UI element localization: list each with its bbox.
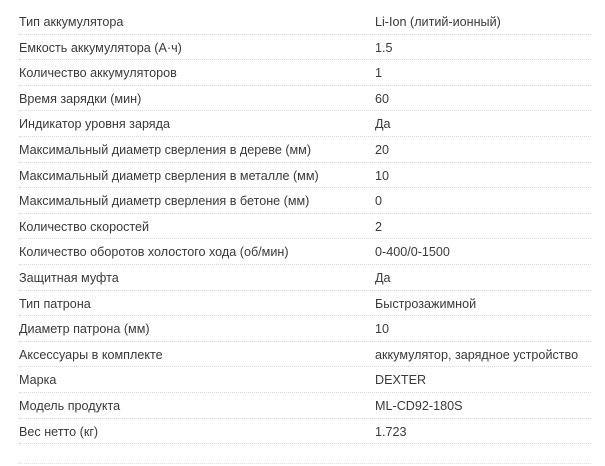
spec-value: 2 bbox=[375, 219, 383, 234]
spec-row-net-weight bbox=[19, 419, 591, 445]
spec-value: Li-Ion (литий-ионный) bbox=[375, 15, 501, 29]
spec-label: Защитная муфта bbox=[19, 270, 119, 285]
divider bbox=[19, 463, 591, 464]
spec-value: Да bbox=[375, 270, 391, 285]
spec-label: Максимальный диаметр сверления в металле (мм) bbox=[19, 168, 319, 183]
spec-label: Марка bbox=[19, 373, 57, 388]
spec-label: Количество скоростей bbox=[19, 219, 150, 234]
spec-label: Диаметр патрона (мм) bbox=[19, 322, 150, 337]
spec-value: 0-400/0-1500 bbox=[375, 245, 450, 260]
spec-label: Тип патрона bbox=[19, 296, 91, 311]
spec-row-accessories bbox=[19, 342, 591, 368]
spec-value: 1.723 bbox=[375, 424, 407, 439]
spec-label: Количество оборотов холостого хода (об/мин) bbox=[19, 245, 289, 260]
spec-label: Вес нетто (кг) bbox=[19, 424, 99, 439]
spec-value: DEXTER bbox=[375, 373, 427, 388]
spec-row-charging-time bbox=[19, 86, 591, 112]
spec-row-battery-type bbox=[19, 9, 591, 35]
spec-value: аккумулятор, зарядное устройство bbox=[375, 347, 579, 362]
spec-label: Модель продукта bbox=[19, 398, 121, 413]
spec-label: Время зарядки (мин) bbox=[19, 91, 142, 106]
spec-value: 60 bbox=[375, 91, 390, 106]
spec-value: 0 bbox=[375, 194, 383, 209]
spec-row-speed-count bbox=[19, 214, 591, 240]
spec-row-brand bbox=[19, 367, 591, 393]
spec-label: Индикатор уровня заряда bbox=[19, 117, 170, 132]
spec-row-drill-metal bbox=[19, 163, 591, 189]
spec-label: Аксессуары в комплекте bbox=[19, 347, 163, 362]
spec-row-drill-wood bbox=[19, 137, 591, 163]
spec-value: ML-CD92-180S bbox=[375, 398, 463, 413]
spec-label: Количество аккумуляторов bbox=[19, 66, 177, 81]
spec-row-idle-rpm bbox=[19, 239, 591, 265]
spec-value: Да bbox=[375, 117, 391, 132]
spec-label: Максимальный диаметр сверления в бетоне (мм) bbox=[19, 194, 310, 209]
spec-value: 10 bbox=[375, 322, 390, 337]
spec-value: 20 bbox=[375, 142, 390, 157]
spec-row-battery-count bbox=[19, 60, 591, 86]
spec-label: Емкость аккумулятора (А·ч) bbox=[19, 40, 182, 55]
spec-row-battery-capacity bbox=[19, 35, 591, 61]
spec-row-safety-clutch bbox=[19, 265, 591, 291]
spec-label: Тип аккумулятора bbox=[19, 15, 124, 29]
spec-value: 1 bbox=[375, 66, 383, 81]
spec-value: 1.5 bbox=[375, 40, 393, 55]
spec-row-model bbox=[19, 393, 591, 419]
spec-value: 10 bbox=[375, 168, 390, 183]
spec-label: Максимальный диаметр сверления в дереве (мм) bbox=[19, 142, 312, 157]
spec-value: Быстрозажимной bbox=[375, 296, 477, 311]
spec-row-chuck-diameter bbox=[19, 316, 591, 342]
spec-row-chuck-type bbox=[19, 291, 591, 317]
spec-row-charge-indicator bbox=[19, 111, 591, 137]
spec-row-drill-concrete bbox=[19, 188, 591, 214]
